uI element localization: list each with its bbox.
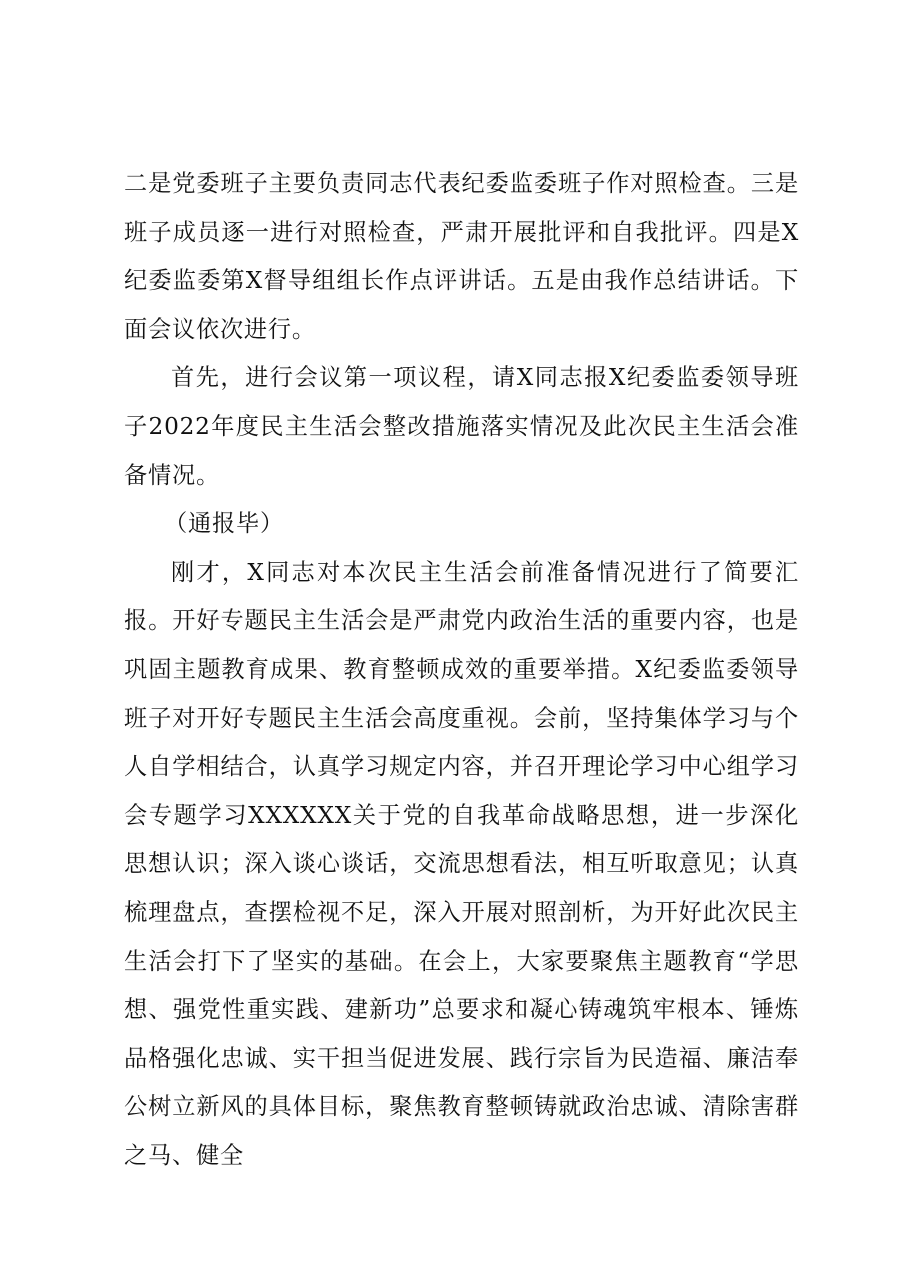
paragraph-report-finished: （通报毕） bbox=[164, 510, 284, 538]
paragraph-continuation: 二是党委班子主要负责同志代表纪委监委班子作对照检查。三是班子成员逐一进行对照检查，严肃开展批评和自我批评。四是X纪委监委第X督导组组长作点评讲话。五是由我作总结讲话。下面会议依次进行。 bbox=[124, 170, 799, 343]
document-body bbox=[124, 160, 799, 1180]
paragraph-agenda-item-one: 首先，进行会议第一项议程，请X同志报X纪委监委领导班子2022年度民主生活会整改措施落实情况及此次民主生活会准备情况。 bbox=[124, 364, 799, 489]
paragraph-remarks: 刚才，X同志对本次民主生活会前准备情况进行了简要汇报。开好专题民主生活会是严肃党内政治生活的重要内容，也是巩固主题教育成果、教育整顿成效的重要举措。X纪委监委领导班子对开好专题民主生活会高度重视。会前，坚持集体学习与个人自学相结合，认真学习规定内容，并召开理论学习中心组学习会专题学习XXXXXX关于党的自我革命战略思想，进一步深化思想认识；深入谈心谈话，交流思想看法，相互听取意见；认真梳理盘点，查摆检视不足，深入开展对照剖析，为开好此次民主生活会打下了坚实的基础。在会上，大家要聚焦主题教育“学思想、强党性重实践、建新功”总要求和凝心铸魂筑牢根本、锤炼品格强化忠诚、实干担当促进发展、践行宗旨为民造福、廉洁奉公树立新风的具体目标，聚焦教育整顿铸就政治忠诚、清除害群之马、健全 bbox=[124, 558, 799, 1169]
